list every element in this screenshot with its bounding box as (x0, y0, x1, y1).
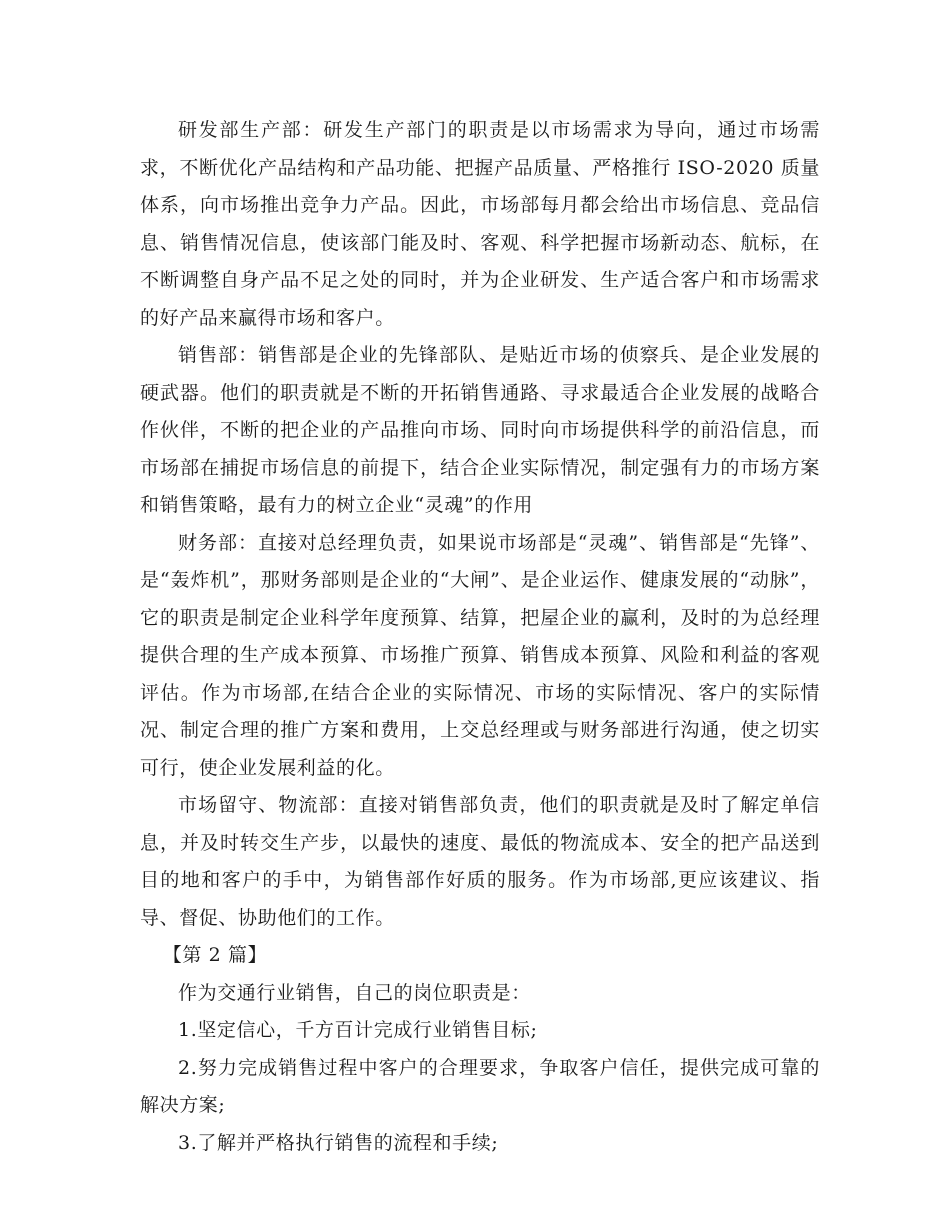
section-heading: 【第 2 篇】 (162, 944, 268, 966)
paragraph-finance-department: 财务部：直接对总经理负责，如果说市场部是“灵魂”、销售部是“先锋”、是“轰炸机”，那财务部则是企业的“大闸”、是企业运作、健康发展的“动脉”，它的职责是制定企业科学年度预算、结算，把屋企业的赢利，及时的为总经理提供合理的生产成本预算、市场推广预算、销售成本预算、风险和利益的客观评估。作为市场部,在结合企业的实际情况、市场的实际情况、客户的实际情况、制定合理的推广方案和费用，上交总经理或与财务部进行沟通，使之切实可行，使企业发展利益的化。 (140, 531, 820, 779)
paragraph-logistics-department: 市场留守、物流部：直接对销售部负责，他们的职责就是及时了解定单信息，并及时转交生产步，以最快的速度、最低的物流成本、安全的把产品送到目的地和客户的手中，为销售部作好质的服务。作为市场部,更应该建议、指导、督促、协助他们的工作。 (140, 794, 820, 929)
section-intro: 作为交通行业销售，自己的岗位职责是： (178, 981, 531, 1004)
paragraph-rd-production: 研发部生产部：研发生产部门的职责是以市场需求为导向，通过市场需求，不断优化产品结构和产品功能、把握产品质量、严格推行 ISO-2020 质量体系，向市场推出竞争力产品。因此，市场部每月都会给出市场信息、竞品信息、销售情况信息，使该部门能及时、客观、科学把握市场新动态、航标，在不断调整自身产品不足之处的同时，并为企业研发、生产适合客户和市场需求的好产品来赢得市场和客户。 (140, 119, 820, 329)
paragraph-sales-department: 销售部：销售部是企业的先锋部队、是贴近市场的侦察兵、是企业发展的硬武器。他们的职责就是不断的开拓销售通路、寻求最适合企业发展的战略合作伙伴，不断的把企业的产品推向市场、同时向市场提供科学的前沿信息，而市场部在捕捉市场信息的前提下，结合企业实际情况，制定强有力的市场方案和销售策略，最有力的树立企业“灵魂”的作用 (140, 344, 820, 516)
list-item: 2.努力完成销售过程中客户的合理要求，争取客户信任，提供完成可靠的解决方案; (140, 1056, 820, 1116)
document-body (140, 112, 820, 1162)
list-item: 1.坚定信心，千方百计完成行业销售目标; (178, 1019, 538, 1041)
list-item: 3.了解并严格执行销售的流程和手续; (178, 1131, 499, 1154)
